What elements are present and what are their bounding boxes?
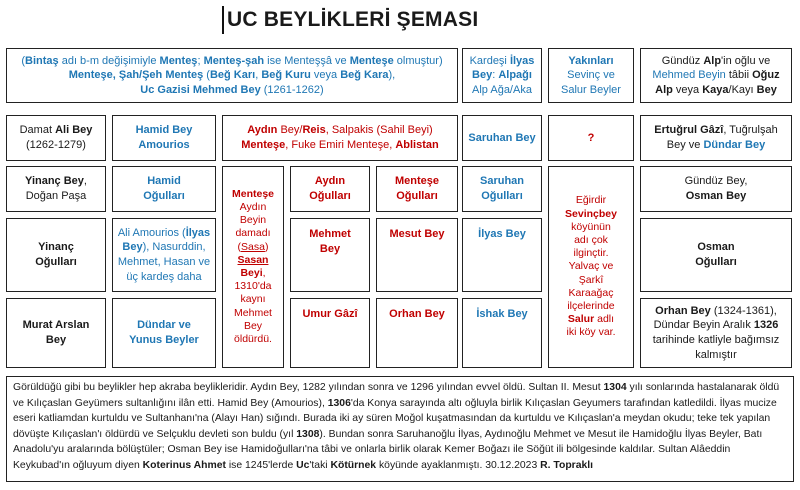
hamid-ogullari-box: [112, 166, 216, 212]
yinanc-bey-box: [6, 166, 106, 212]
orhan-bey-osman-box: [640, 298, 792, 368]
text-run: , Tuğrulşah: [723, 124, 778, 137]
text-run: tarihinde katliyle bağımsız: [652, 334, 780, 346]
text-run: iki köy var.: [566, 326, 616, 339]
text-run: 1310'da: [234, 280, 272, 293]
text-run: Oğulları: [35, 256, 77, 268]
text-run: Kardeşi: [469, 54, 510, 67]
ali-amourios-box: [112, 218, 216, 292]
text-run: Mehmet, Hasan ve: [117, 256, 211, 268]
text-run: Şarkî: [578, 273, 604, 286]
aydin-ogullari-box: [290, 166, 370, 212]
umur-gazi-box: [290, 298, 370, 368]
osman-ogullari-box: [640, 218, 792, 292]
damat-ali-bey-box: [6, 115, 106, 161]
text-run: Salur: [567, 313, 595, 326]
text-run: Oğulları: [396, 190, 438, 202]
text-run: köyünün: [571, 220, 611, 233]
text-run: Bey: [243, 319, 263, 332]
text-run: (1324-1361),: [710, 304, 777, 317]
text-run: Doğan Paşa: [25, 190, 87, 202]
text-run: ,: [83, 175, 87, 188]
mentese-sasan-box: [222, 166, 284, 368]
text-run: 1304: [603, 382, 627, 393]
text-run: Ali Bey: [55, 124, 93, 137]
text-run: Kaya: [702, 83, 729, 96]
ishak-bey-box: [462, 298, 542, 368]
text-run: R. Topraklı: [540, 459, 594, 471]
text-run: Karaağaç: [568, 286, 614, 299]
mentese-ogullari-box: [376, 166, 458, 212]
text-run: Menteşe: [241, 139, 286, 151]
text-run: (1262-1279): [26, 139, 86, 151]
text-run: adı b-m değişimiyle: [58, 54, 160, 67]
text-run: Bey: [45, 334, 67, 346]
text-run: Orhan Bey: [655, 304, 711, 317]
text-run: adlı: [594, 313, 615, 326]
text-run: ): [264, 240, 269, 253]
text-run: damadı: [235, 227, 271, 240]
text-run: Bey ve: [666, 139, 704, 151]
osman-bey-box: [640, 166, 792, 212]
orhan-bey-mentese-box: [376, 298, 458, 368]
text-run: İshak Bey: [476, 308, 528, 320]
text-run: olmuştur): [393, 54, 443, 67]
ertugrul-gazi-box: [640, 115, 792, 161]
text-run: Hamid: [147, 175, 181, 188]
text-run: İlyas Bey: [478, 228, 526, 240]
text-run: Umur Gâzî: [302, 308, 358, 320]
text-run: :: [492, 69, 499, 82]
text-run: Menteş-şah: [203, 54, 265, 67]
text-run: ise 1245'lerde: [225, 459, 297, 471]
mesut-bey-box: [376, 218, 458, 292]
text-run: (: [237, 240, 242, 253]
text-run: Menteşe: [349, 54, 394, 67]
text-run: Alpağı: [498, 69, 532, 82]
text-run: tâbii: [725, 69, 753, 82]
text-run: Murat Arslan: [22, 319, 90, 332]
unknown-box: [548, 115, 634, 161]
text-run: üç kardeş daha: [126, 270, 202, 283]
text-run: Bey/: [277, 124, 303, 137]
text-run: Bey: [756, 83, 777, 96]
text-run: Sasa: [241, 240, 265, 253]
text-run: Saruhan Bey: [468, 131, 536, 144]
text-run: 'da Konya sarayında altı oğluyla birlik Kılıçaslan Geyumers tarafından katledildi. İlyas mucize eseri katliamdan kurtuldu ve Sultanhanı'na (Alayı Han) sığındı. Burada iki ay süren Moğol kuşatmasından da kurtuldu ve Kılıçaslan'a meydan okudu; teke tek yapılan dövüşte Kılıçaslan'ı öldürdü ve Selçuklu devleti son buldu (yıl: [13, 397, 777, 440]
page-title: UC BEYLİKLERİ ŞEMASI: [222, 6, 478, 34]
text-run: Dündar Beyin Aralık: [653, 319, 754, 332]
text-run: Gündüz: [661, 54, 704, 67]
text-run: Koterinus Ahmet: [142, 459, 226, 471]
text-run: Ablistan: [395, 139, 439, 151]
text-run: (: [203, 69, 210, 82]
text-run: Dündar ve: [137, 319, 191, 332]
kardesi-ilyas-box: [462, 48, 542, 103]
text-run: ,: [262, 267, 266, 279]
text-run: Yinanç: [38, 241, 74, 254]
text-run: Mesut Bey: [389, 228, 445, 240]
text-run: Amourios: [138, 139, 190, 151]
text-run: 'taki: [309, 459, 331, 471]
text-run: Beyi: [240, 267, 263, 279]
text-run: Bintaş: [25, 54, 59, 67]
text-run: Alp: [655, 83, 673, 96]
text-run: ?: [587, 131, 595, 144]
text-run: Yakınları: [568, 54, 614, 67]
text-run: Yinanç Bey: [25, 175, 84, 188]
text-run: 'in oğlu ve: [721, 54, 771, 67]
text-run: Orhan Bey: [389, 308, 445, 320]
text-run: Reis: [302, 124, 326, 137]
text-run: Bey: [122, 241, 143, 254]
text-run: veya: [672, 83, 703, 96]
text-run: yılı sonlarında hastalanarak öldü ve Kılıçaslan Geyümers sultanlığını ilân etti. Hamid Bey (Amourios),: [13, 382, 780, 409]
text-run: Mehmet: [234, 306, 272, 319]
text-run: Menteşe: [231, 187, 274, 200]
text-run: Osman: [697, 241, 735, 254]
text-run: Ertuğrul Gâzî: [654, 124, 724, 137]
text-run: /Kayı: [728, 83, 757, 96]
text-run: ise Menteşşâ ve: [264, 54, 350, 67]
text-run: Saruhan: [479, 175, 524, 188]
text-run: Damat: [19, 124, 56, 137]
text-run: Osman Bey: [685, 190, 747, 202]
text-run: Hamid Bey: [135, 124, 193, 137]
text-run: (: [21, 54, 26, 67]
text-run: ilçelerinde: [567, 300, 615, 313]
text-run: İlyas: [509, 54, 535, 67]
hamid-bey-box: [112, 115, 216, 161]
text-run: Uc Gazisi Mehmed Bey: [140, 83, 261, 96]
text-run: Oğulları: [481, 190, 523, 202]
text-run: Aydın: [314, 175, 346, 188]
mentese-origin-box: [6, 48, 458, 103]
text-run: , Fuke Emiri Menteşe,: [285, 139, 396, 151]
text-run: ilginçtir.: [573, 247, 609, 260]
egirdir-sevincbey-box: [548, 166, 634, 368]
text-run: 1308: [296, 428, 320, 440]
text-run: ),: [388, 69, 396, 82]
text-run: Sevinçbey: [565, 207, 617, 220]
aydin-bey-box: [222, 115, 458, 161]
text-run: öldürdü.: [234, 333, 272, 346]
text-run: Aydın: [239, 200, 267, 213]
yinanc-ogullari-box: [6, 218, 106, 292]
text-run: Beğ Kuru: [261, 69, 311, 82]
text-run: ), Nasurddin,: [142, 241, 206, 254]
mehmet-bey-box: [290, 218, 370, 292]
text-run: Sevinç ve: [567, 69, 615, 82]
text-run: Mehmed Beyin: [652, 69, 726, 82]
text-run: köyünde ayaklanmıştı. 30.12.2023: [376, 459, 541, 471]
text-run: Dündar Bey: [703, 139, 766, 151]
text-run: 1306: [327, 397, 351, 409]
text-run: İlyas: [185, 226, 211, 239]
text-run: Görüldüğü gibi bu beylikler hep akraba beylikleridir. Aydın Bey, 1282 yılından sonra ve 1296 yılından evvel öldü. Sultan II. Mesut: [13, 382, 604, 393]
text-run: Beğ Karı: [209, 69, 256, 82]
text-run: ). Bundan sonra Saruhanoğlu İlyas, Aydınoğlu Mehmet ve Mesut ile Hamidoğlu İlyas Beyler, Batı Anadolu'yu aralarında bölüştüler; Osman Bey ise Hamidoğulları'na tâbi ve onlarla birlik olarak Kemer Boğazı ile Söğüt ili bölgesinde kaldılar. Sultan Alâeddin Keykubad'ın oğluyum diyen: [13, 428, 763, 471]
text-run: Uc: [296, 459, 310, 471]
dundar-yunus-box: [112, 298, 216, 368]
text-run: Beyin: [239, 214, 267, 227]
text-run: Sasan: [237, 253, 269, 266]
text-run: Kötürnek: [330, 459, 377, 471]
text-run: (1261-1262): [260, 83, 324, 96]
text-run: Aydın: [247, 124, 278, 137]
summary-paragraph: [6, 376, 794, 482]
saruhan-bey-box: [462, 115, 542, 161]
text-run: Salur Beyler: [561, 83, 621, 96]
text-run: Mehmet: [309, 228, 351, 240]
text-run: Menteş: [159, 54, 198, 67]
ilyas-bey-box: [462, 218, 542, 292]
text-run: Alp: [703, 54, 722, 67]
text-run: Menteşe: [394, 175, 440, 188]
text-run: ,: [255, 69, 262, 82]
text-run: Bey: [472, 69, 493, 82]
text-run: Yalvaç ve: [568, 260, 614, 273]
gunduz-alp-box: [640, 48, 792, 103]
text-run: 1326: [753, 319, 779, 332]
text-run: Oğulları: [309, 190, 351, 202]
text-run: Menteşe, Şah/Şeh Menteş: [68, 69, 204, 82]
text-run: Oğuz: [752, 69, 780, 82]
text-run: Beğ Kara: [340, 69, 389, 82]
yakinlari-box: [548, 48, 634, 103]
text-run: kalmıştır: [695, 348, 737, 361]
text-run: Oğulları: [695, 256, 737, 268]
text-run: Yunus Beyler: [129, 334, 199, 346]
text-run: , Salpakis (Sahil Beyi): [325, 124, 433, 137]
text-run: ;: [197, 54, 204, 67]
text-run: kaynı: [240, 293, 266, 306]
text-run: veya: [310, 69, 341, 82]
text-run: Alp Ağa/Aka: [472, 83, 532, 96]
text-run: adı çok: [574, 233, 608, 246]
text-run: Bey: [319, 242, 341, 255]
text-run: Ali Amourios (: [117, 226, 186, 239]
saruhan-ogullari-box: [462, 166, 542, 212]
text-run: Oğulları: [143, 190, 185, 202]
text-run: Eğirdir: [575, 194, 607, 207]
text-run: Gündüz Bey,: [684, 175, 748, 188]
murat-arslan-box: [6, 298, 106, 368]
